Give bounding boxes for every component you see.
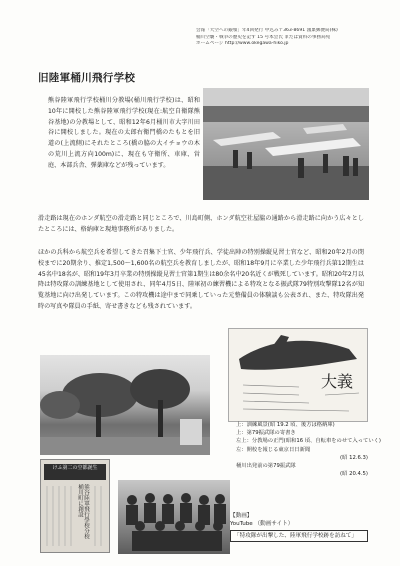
training-photo [203, 88, 369, 200]
caption-squadron: 桶川出発前の第79振武隊 [236, 463, 296, 470]
header-line-2: 桶川空襲・戦争の歴史を記す 15 号本会氏 または資料の事務局宛 [196, 34, 331, 40]
video-site-link[interactable]: YouTube （動画サイト） [230, 521, 294, 528]
caption-squadron-date: (昭 20.4.5) [340, 471, 368, 478]
squadron-group-photo [118, 480, 230, 554]
yosegaki-painting [228, 328, 368, 422]
newspaper-headline: けふ第二の空都誕生 [44, 464, 106, 480]
video-label: 【動画】 [230, 513, 253, 519]
caption-yosegaki: 上：第79振武隊の寄書き [236, 430, 296, 437]
header-line-3[interactable]: ホームページ http://www.okegawa-hiko.jp [196, 41, 289, 47]
caption-newspaper-date: (昭 12.6.3) [340, 454, 368, 461]
video-info [230, 512, 368, 542]
video-title-box[interactable]: 「特攻隊が出撃した、陸軍飛行学校跡を訪ねて」 [230, 530, 368, 542]
publication-header [196, 28, 392, 48]
newspaper-clipping [40, 459, 110, 553]
paragraph-history: 熊谷陸軍飛行学校桶川分教場(桶川飛行学校)は、昭和10年に開校した熊谷陸軍飛行学校(現在:航空自衛隊熊谷基地)の分教場として、昭和12年6月桶川市大字川田谷に開校しました。現在の太郎右衛門橋のたもとを旧道の(上流側)にそれたところ(橋の脇の大イチョウの木の荒川上流方向100m)に、現在も守衛所、車庫、営庭、本部兵舎、弾薬庫などが残っています。 [48, 97, 200, 169]
paragraph-training: ほかの兵科から航空兵を希望してきた召集下士官、少年飛行兵、学徒出陣の特別操縦見習士官など、昭和20年2月の閉校までに20期余り、推定1,500～1,600名の航空兵を教育しましたが、昭和18年9月に卒業した少年飛行兵第12期生は45名中18名が、昭和19年3月卒業の特別操縦見習士官第1期生は80余名中20名近くが戦死しています。昭和20年2月以降は特攻隊の訓練基地として使用され、同年4月5日、陸軍初の練習機による特攻となる振武隊79特別攻撃隊12名が知覧基地に向け出発しています。この特攻機は途中まで同乗していった元整備員の体験談も公表され、また、特攻隊出発時の写真や隊員の手紙、寄せ書きなども残されています。 [38, 249, 364, 310]
painting-character: 大義 [321, 372, 354, 391]
caption-newspaper: 左：開校を報じる東京日日新聞 [236, 446, 311, 453]
school-gate-photo [40, 355, 210, 455]
page-title: 旧陸軍桶川飛行学校 [38, 72, 136, 84]
paragraph-runway: 滑走路は現在のホンダ航空の滑走路と同じところで、川島町側、ホンダ航空社屋脇の通路から滑走路に向かう広々としたところには、格納庫と現地事務所がありました。 [38, 215, 364, 233]
caption-training: 上：訓練風景(昭 19.2 頃、後方は格納庫) [236, 422, 335, 428]
newspaper-subheadline: 熊谷陸軍飛行學校分校 桶川町に創設 [77, 484, 89, 539]
header-line-1: 会報「大空への銀嶺」年4回発行 中込み〒363-8691 鴻巣郵便局(株) [196, 28, 338, 33]
caption-gate: 左上：分教場の正門(昭和16 頃、自転車をのせて入っていく) [236, 438, 381, 445]
photo-captions [236, 421, 381, 478]
